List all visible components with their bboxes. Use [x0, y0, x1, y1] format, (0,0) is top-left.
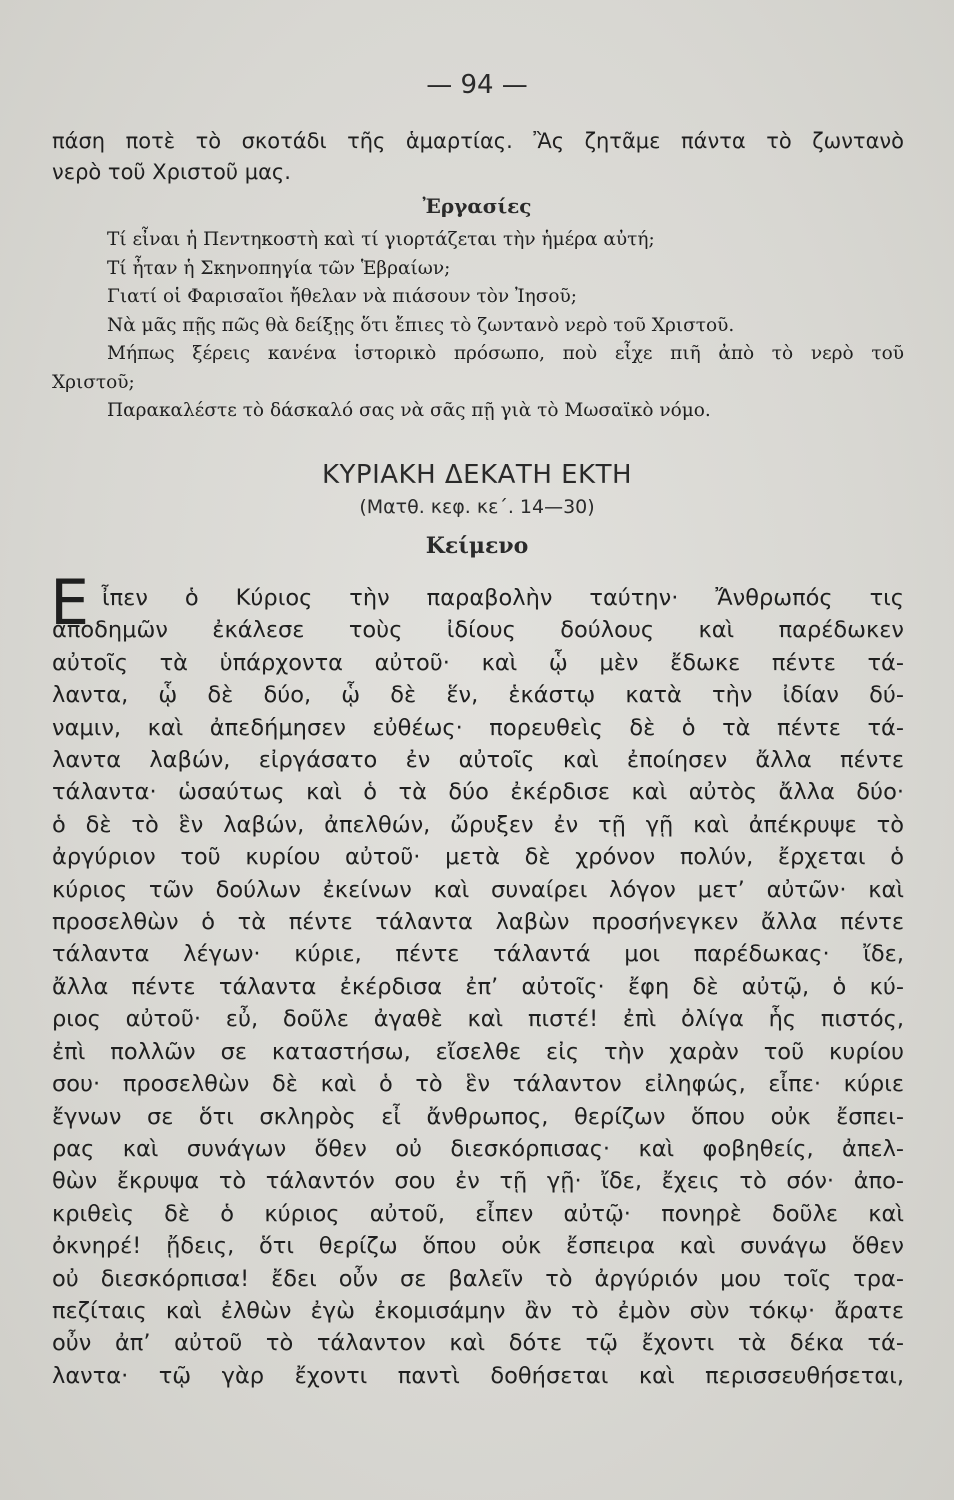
- scripture-reference: (Ματθ. κεφ. κε΄. 14—30): [359, 496, 595, 518]
- exercise-question: Μήπως ξέρεις κανένα ἱστορικὸ πρόσωπο, ποὺ εἶχε πιῆ ἀπὸ τὸ νερὸ τοῦ: [107, 343, 904, 364]
- drop-cap: Ε: [50, 566, 90, 639]
- exercise-question: Γιατί οἱ Φαρισαῖοι ἤθελαν νὰ πιάσουν τὸν Ἰησοῦ;: [107, 286, 577, 307]
- intro-line: πάση ποτὲ τὸ σκοτάδι τῆς ἁμαρτίας. Ἂς ζητᾶμε πάντα τὸ ζωντανὸ: [52, 129, 904, 153]
- gospel-line: πεζίταις καὶ ἐλθὼν ἐγὼ ἐκομισάμην ἂν τὸ ἐμὸν σὺν τόκῳ· ἄρατε: [52, 1297, 904, 1324]
- gospel-line: σου· προσελθὼν δὲ καὶ ὁ τὸ ἓν τάλαντον εἰληφώς, εἶπε· κύριε: [52, 1071, 904, 1098]
- gospel-line: λαντα λαβών, εἰργάσατο ἐν αὐτοῖς καὶ ἐποίησεν ἄλλα πέντε: [52, 747, 904, 774]
- gospel-text: [50, 566, 904, 1392]
- gospel-line: τάλαντα λέγων· κύριε, πέντε τάλαντά μοι παρέδωκας· ἴδε,: [52, 941, 904, 968]
- page-number: — 94 —: [426, 70, 528, 100]
- gospel-line: ὁ δὲ τὸ ἓν λαβών, ἀπελθών, ὤρυξεν ἐν τῇ γῇ καὶ ἀπέκρυψε τὸ: [52, 811, 904, 838]
- exercise-question: Τί εἶναι ἡ Πεντηκοστὴ καὶ τί γιορτάζεται τὴν ἡμέρα αὐτή;: [107, 229, 655, 250]
- exercise-question-continued: Χριστοῦ;: [52, 371, 135, 393]
- intro-paragraph: [52, 126, 904, 188]
- gospel-line: οὖν ἀπ’ αὐτοῦ τὸ τάλαντον καὶ δότε τῷ ἔχοντι τὰ δέκα τά-: [52, 1330, 904, 1357]
- gospel-line: αὐτοῖς τὰ ὑπάρχοντα αὐτοῦ· καὶ ᾧ μὲν ἔδωκε πέντε τά-: [52, 649, 904, 676]
- gospel-line: ἀργύριον τοῦ κυρίου αὐτοῦ· μετὰ δὲ χρόνον πολύν, ἔρχεται ὁ: [52, 844, 904, 871]
- gospel-line: ριος αὐτοῦ· εὖ, δοῦλε ἀγαθὲ καὶ πιστέ! ἐπὶ ὀλίγα ἧς πιστός,: [52, 1006, 904, 1033]
- gospel-line: οὐ διεσκόρπισα! ἔδει οὖν σε βαλεῖν τὸ ἀργύριόν μου τοῖς τρα-: [52, 1265, 904, 1292]
- gospel-line: ἐπὶ πολλῶν σε καταστήσω, εἴσελθε εἰς τὴν χαρὰν τοῦ κυρίου: [52, 1038, 904, 1065]
- intro-line: νερὸ τοῦ Χριστοῦ μας.: [52, 160, 291, 184]
- gospel-line: ἀποδημῶν ἐκάλεσε τοὺς ἰδίους δούλους καὶ παρέδωκεν: [52, 617, 904, 644]
- text-heading: Κείμενο: [425, 533, 529, 559]
- gospel-line: ὀκνηρέ! ᾔδεις, ὅτι θερίζω ὅπου οὐκ ἔσπειρα καὶ συνάγω ὅθεν: [52, 1233, 904, 1260]
- gospel-line: ρας καὶ συνάγων ὅθεν οὐ διεσκόρπισας· καὶ φοβηθείς, ἀπελ-: [52, 1135, 904, 1162]
- gospel-line: ἔγνων σε ὅτι σκληρὸς εἶ ἄνθρωπος, θερίζων ὅπου οὐκ ἔσπει-: [52, 1103, 904, 1130]
- gospel-line: ἶπεν ὁ Κύριος τὴν παραβολὴν ταύτην· Ἄνθρωπός τις: [102, 585, 904, 611]
- exercises-heading: Ἐργασίες: [422, 194, 532, 218]
- gospel-line: κύριος τῶν δούλων ἐκείνων καὶ συναίρει λόγον μετ’ αὐτῶν· καὶ: [52, 876, 904, 903]
- gospel-line: κριθεὶς δὲ ὁ κύριος αὐτοῦ, εἶπεν αὐτῷ· πονηρὲ δοῦλε καὶ: [52, 1200, 904, 1227]
- gospel-line: προσελθὼν ὁ τὰ πέντε τάλαντα λαβὼν προσήνεγκεν ἄλλα πέντε: [52, 909, 904, 936]
- gospel-line: τάλαντα· ὡσαύτως καὶ ὁ τὰ δύο ἐκέρδισε καὶ αὐτὸς ἄλλα δύο·: [52, 779, 904, 806]
- exercise-question: Νὰ μᾶς πῇς πῶς θὰ δείξῃς ὅτι ἔπιες τὸ ζωντανὸ νερὸ τοῦ Χριστοῦ.: [107, 314, 735, 336]
- gospel-line: θὼν ἔκρυψα τὸ τάλαντόν σου ἐν τῇ γῇ· ἴδε, ἔχεις τὸ σόν· ἀπο-: [52, 1168, 904, 1195]
- gospel-line: λαντα· τῷ γὰρ ἔχοντι παντὶ δοθήσεται καὶ περισσευθήσεται,: [52, 1362, 904, 1389]
- exercise-question: Τί ἦταν ἡ Σκηνοπηγία τῶν Ἑβραίων;: [107, 257, 451, 279]
- gospel-line: ἄλλα πέντε τάλαντα ἐκέρδισα ἐπ’ αὐτοῖς· ἔφη δὲ αὐτῷ, ὁ κύ-: [52, 973, 904, 1000]
- gospel-line: ναμιν, καὶ ἀπεδήμησεν εὐθέως· πορευθεὶς δὲ ὁ τὰ πέντε τά-: [52, 714, 904, 741]
- exercise-question: Παρακαλέστε τὸ δάσκαλό σας νὰ σᾶς πῇ γιὰ τὸ Μωσαϊκὸ νόμο.: [107, 400, 711, 421]
- exercises-list: [52, 226, 904, 426]
- sunday-title: ΚΥΡΙΑΚΗ ΔΕΚΑΤΗ ΕΚΤΗ: [321, 460, 633, 490]
- gospel-line: λαντα, ᾧ δὲ δύο, ᾧ δὲ ἕν, ἑκάστῳ κατὰ τὴν ἰδίαν δύ-: [52, 682, 904, 709]
